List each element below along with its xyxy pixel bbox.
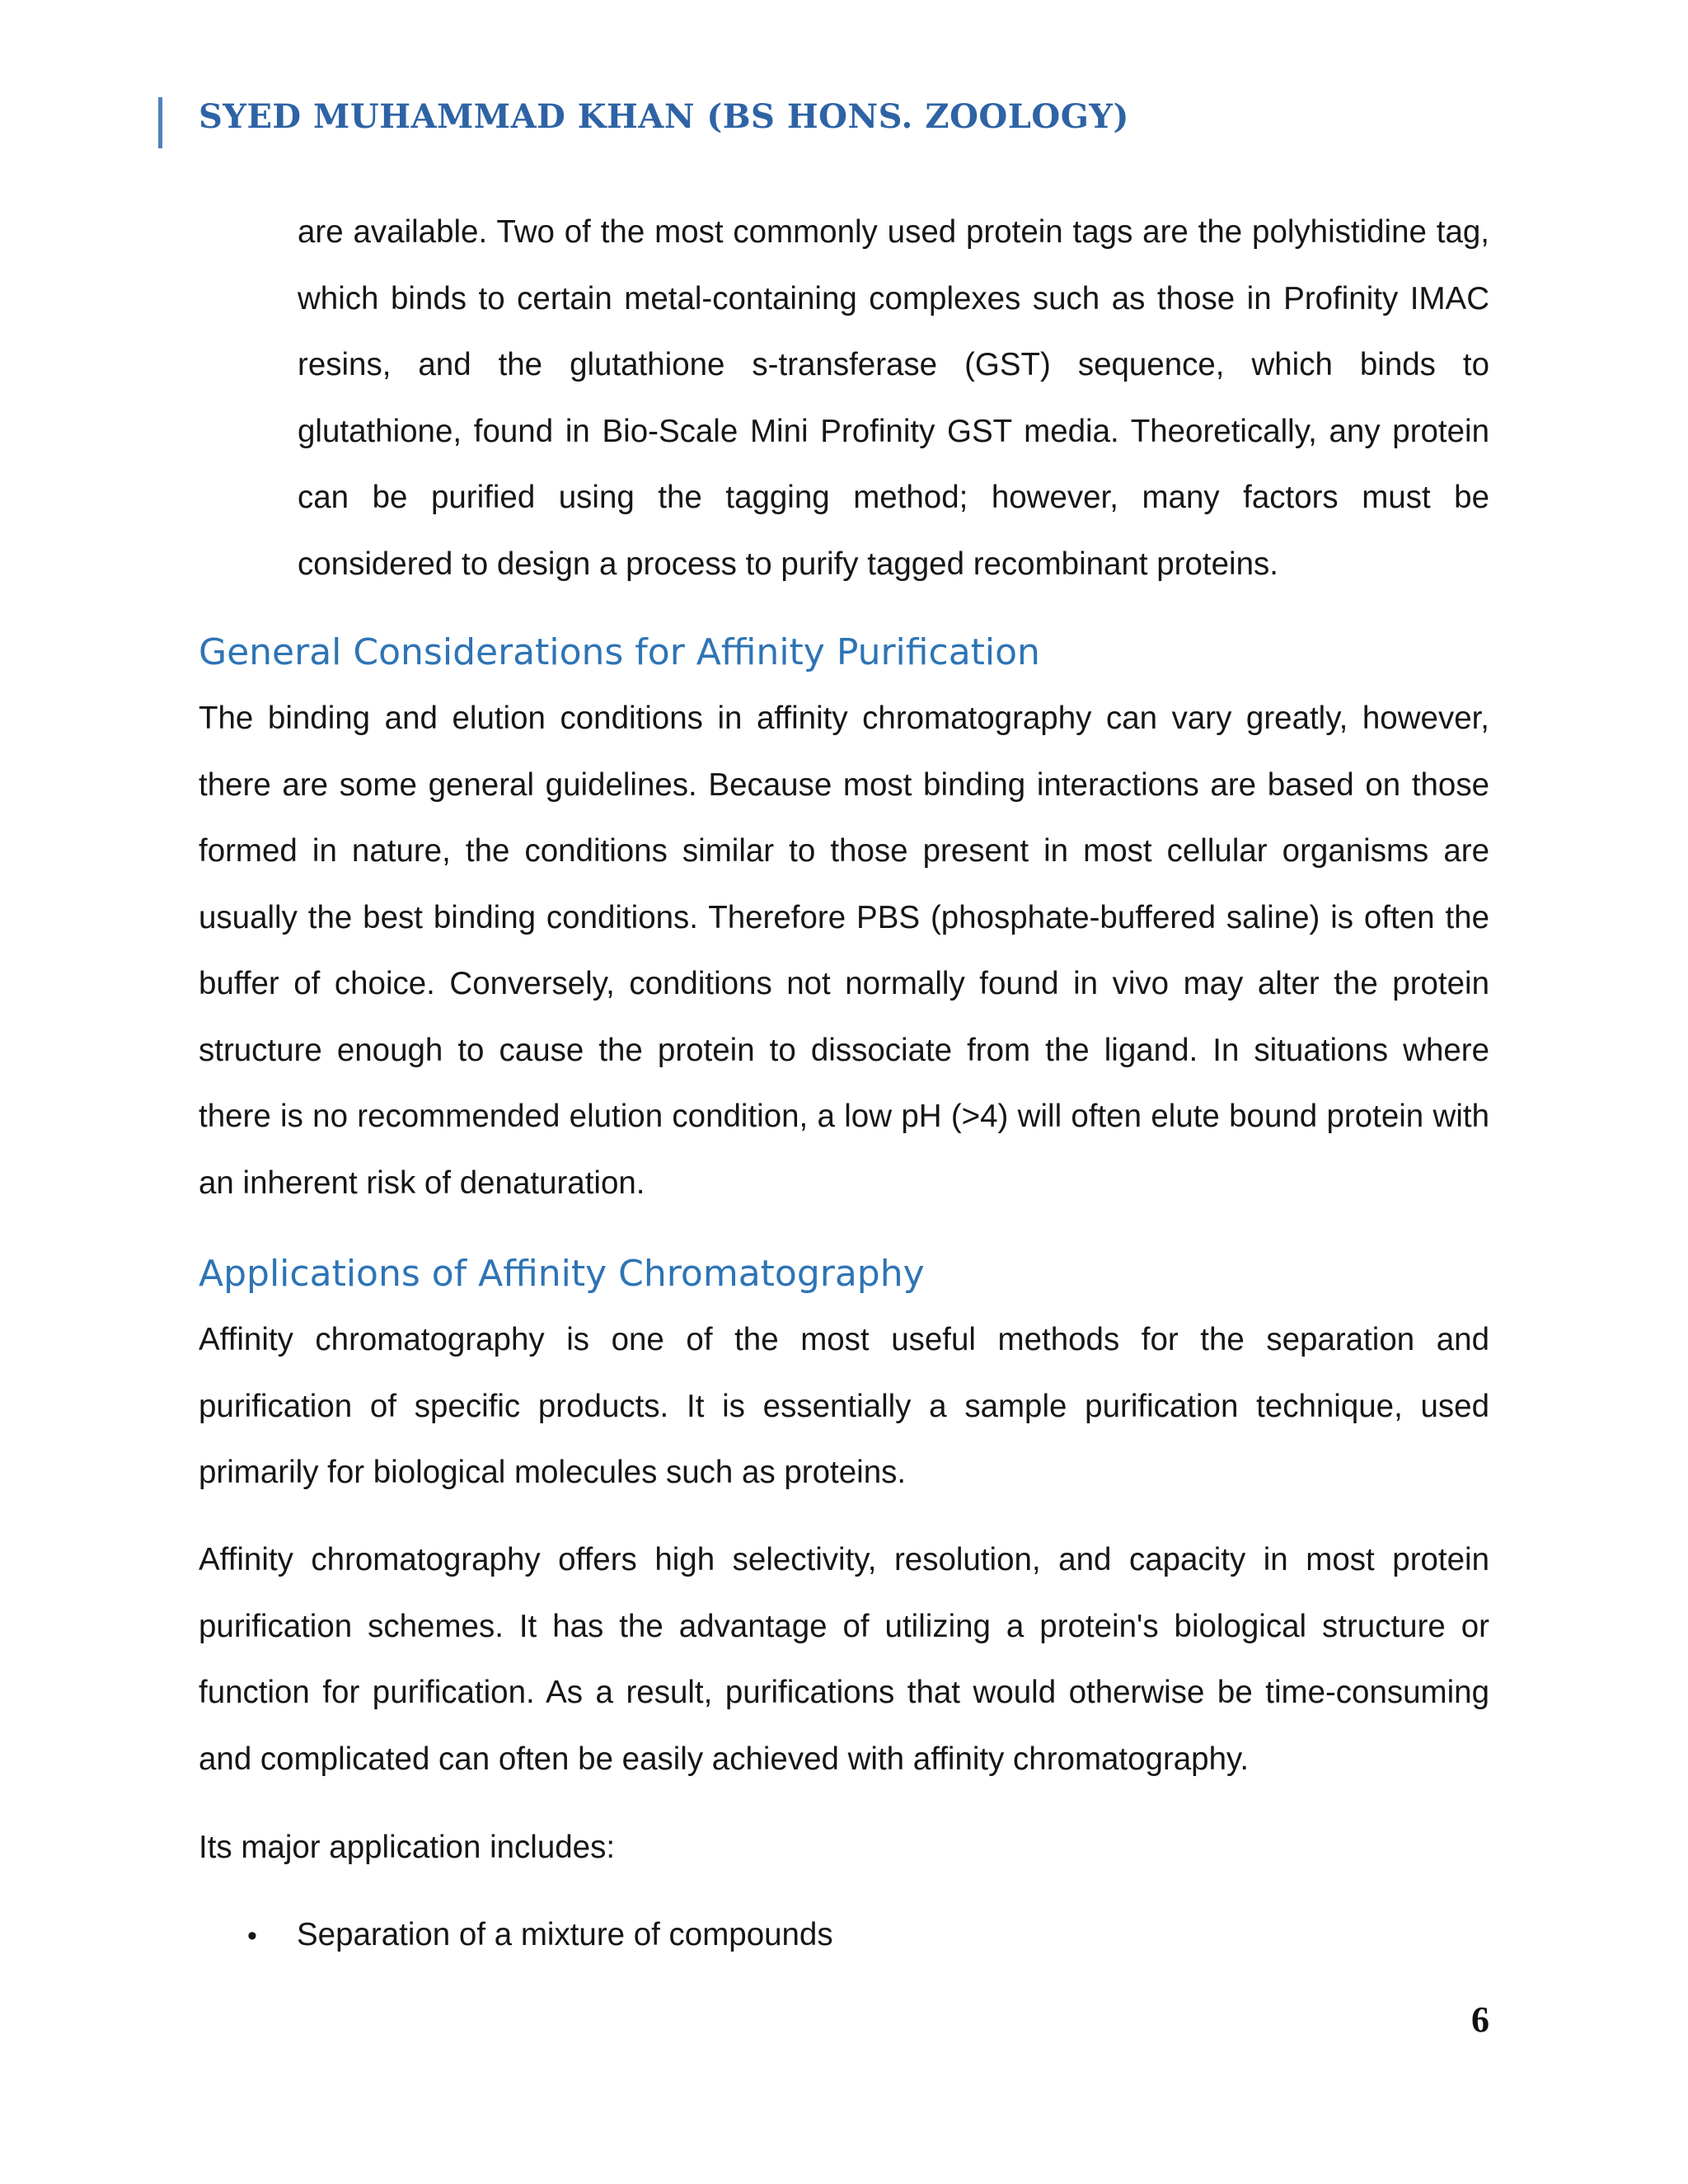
section-heading-applications: Applications of Affinity Chromatography: [199, 1253, 925, 1295]
list-item: [247, 1910, 833, 1961]
bullet-icon: •: [247, 1920, 257, 1952]
applications-paragraph-1: Affinity chromatography is one of the most useful methods for the separation and purification of specific products. It is essentially a sample purification technique, used primarily for biological molecules such as proteins.: [199, 1322, 1489, 1490]
general-considerations-paragraph: The binding and elution conditions in affinity chromatography can vary greatly, however, there are some general guidelines. Because most binding interactions are based on those formed in nature, the conditions similar to those present in most cellular organisms are usually the best binding conditions. Therefore PBS (phosphate-buffered saline) is often the buffer of choice. Conversely, conditions not normally found in vivo may alter the protein structure enough to cause the protein to dissociate from the ligand. In situations where there is no recommended elution condition, a low pH (>4) will often elute bound protein with an inherent risk of denaturation.: [199, 701, 1489, 1201]
page-number: 6: [1471, 1999, 1489, 2040]
list-item-text: Separation of a mixture of compounds: [297, 1917, 833, 1952]
intro-paragraph: are available. Two of the most commonly used protein tags are the polyhistidine tag, which binds to certain metal-containing complexes such as those in Profinity IMAC resins, and the glutathione s-transferase (GST) sequence, which binds to glutathione, found in Bio-Scale Mini Profinity GST media. Theoretically, any protein can be purified using the tagging method; however, many factors must be considered to design a process to purify tagged recombinant proteins.: [298, 214, 1489, 582]
header-accent-bar: [158, 97, 162, 148]
section-heading-general-considerations: General Considerations for Affinity Purification: [199, 631, 1040, 673]
applications-paragraph-2: Affinity chromatography offers high selectivity, resolution, and capacity in most protein purification schemes. It has the advantage of utilizing a protein's biological structure or function for purification. As a result, purifications that would otherwise be time-consuming and complicated can often be easily achieved with affinity chromatography.: [199, 1542, 1489, 1777]
applications-list-intro: Its major application includes:: [199, 1830, 616, 1865]
header-title: SYED MUHAMMAD KHAN (BS HONS. ZOOLOGY): [199, 97, 1129, 136]
